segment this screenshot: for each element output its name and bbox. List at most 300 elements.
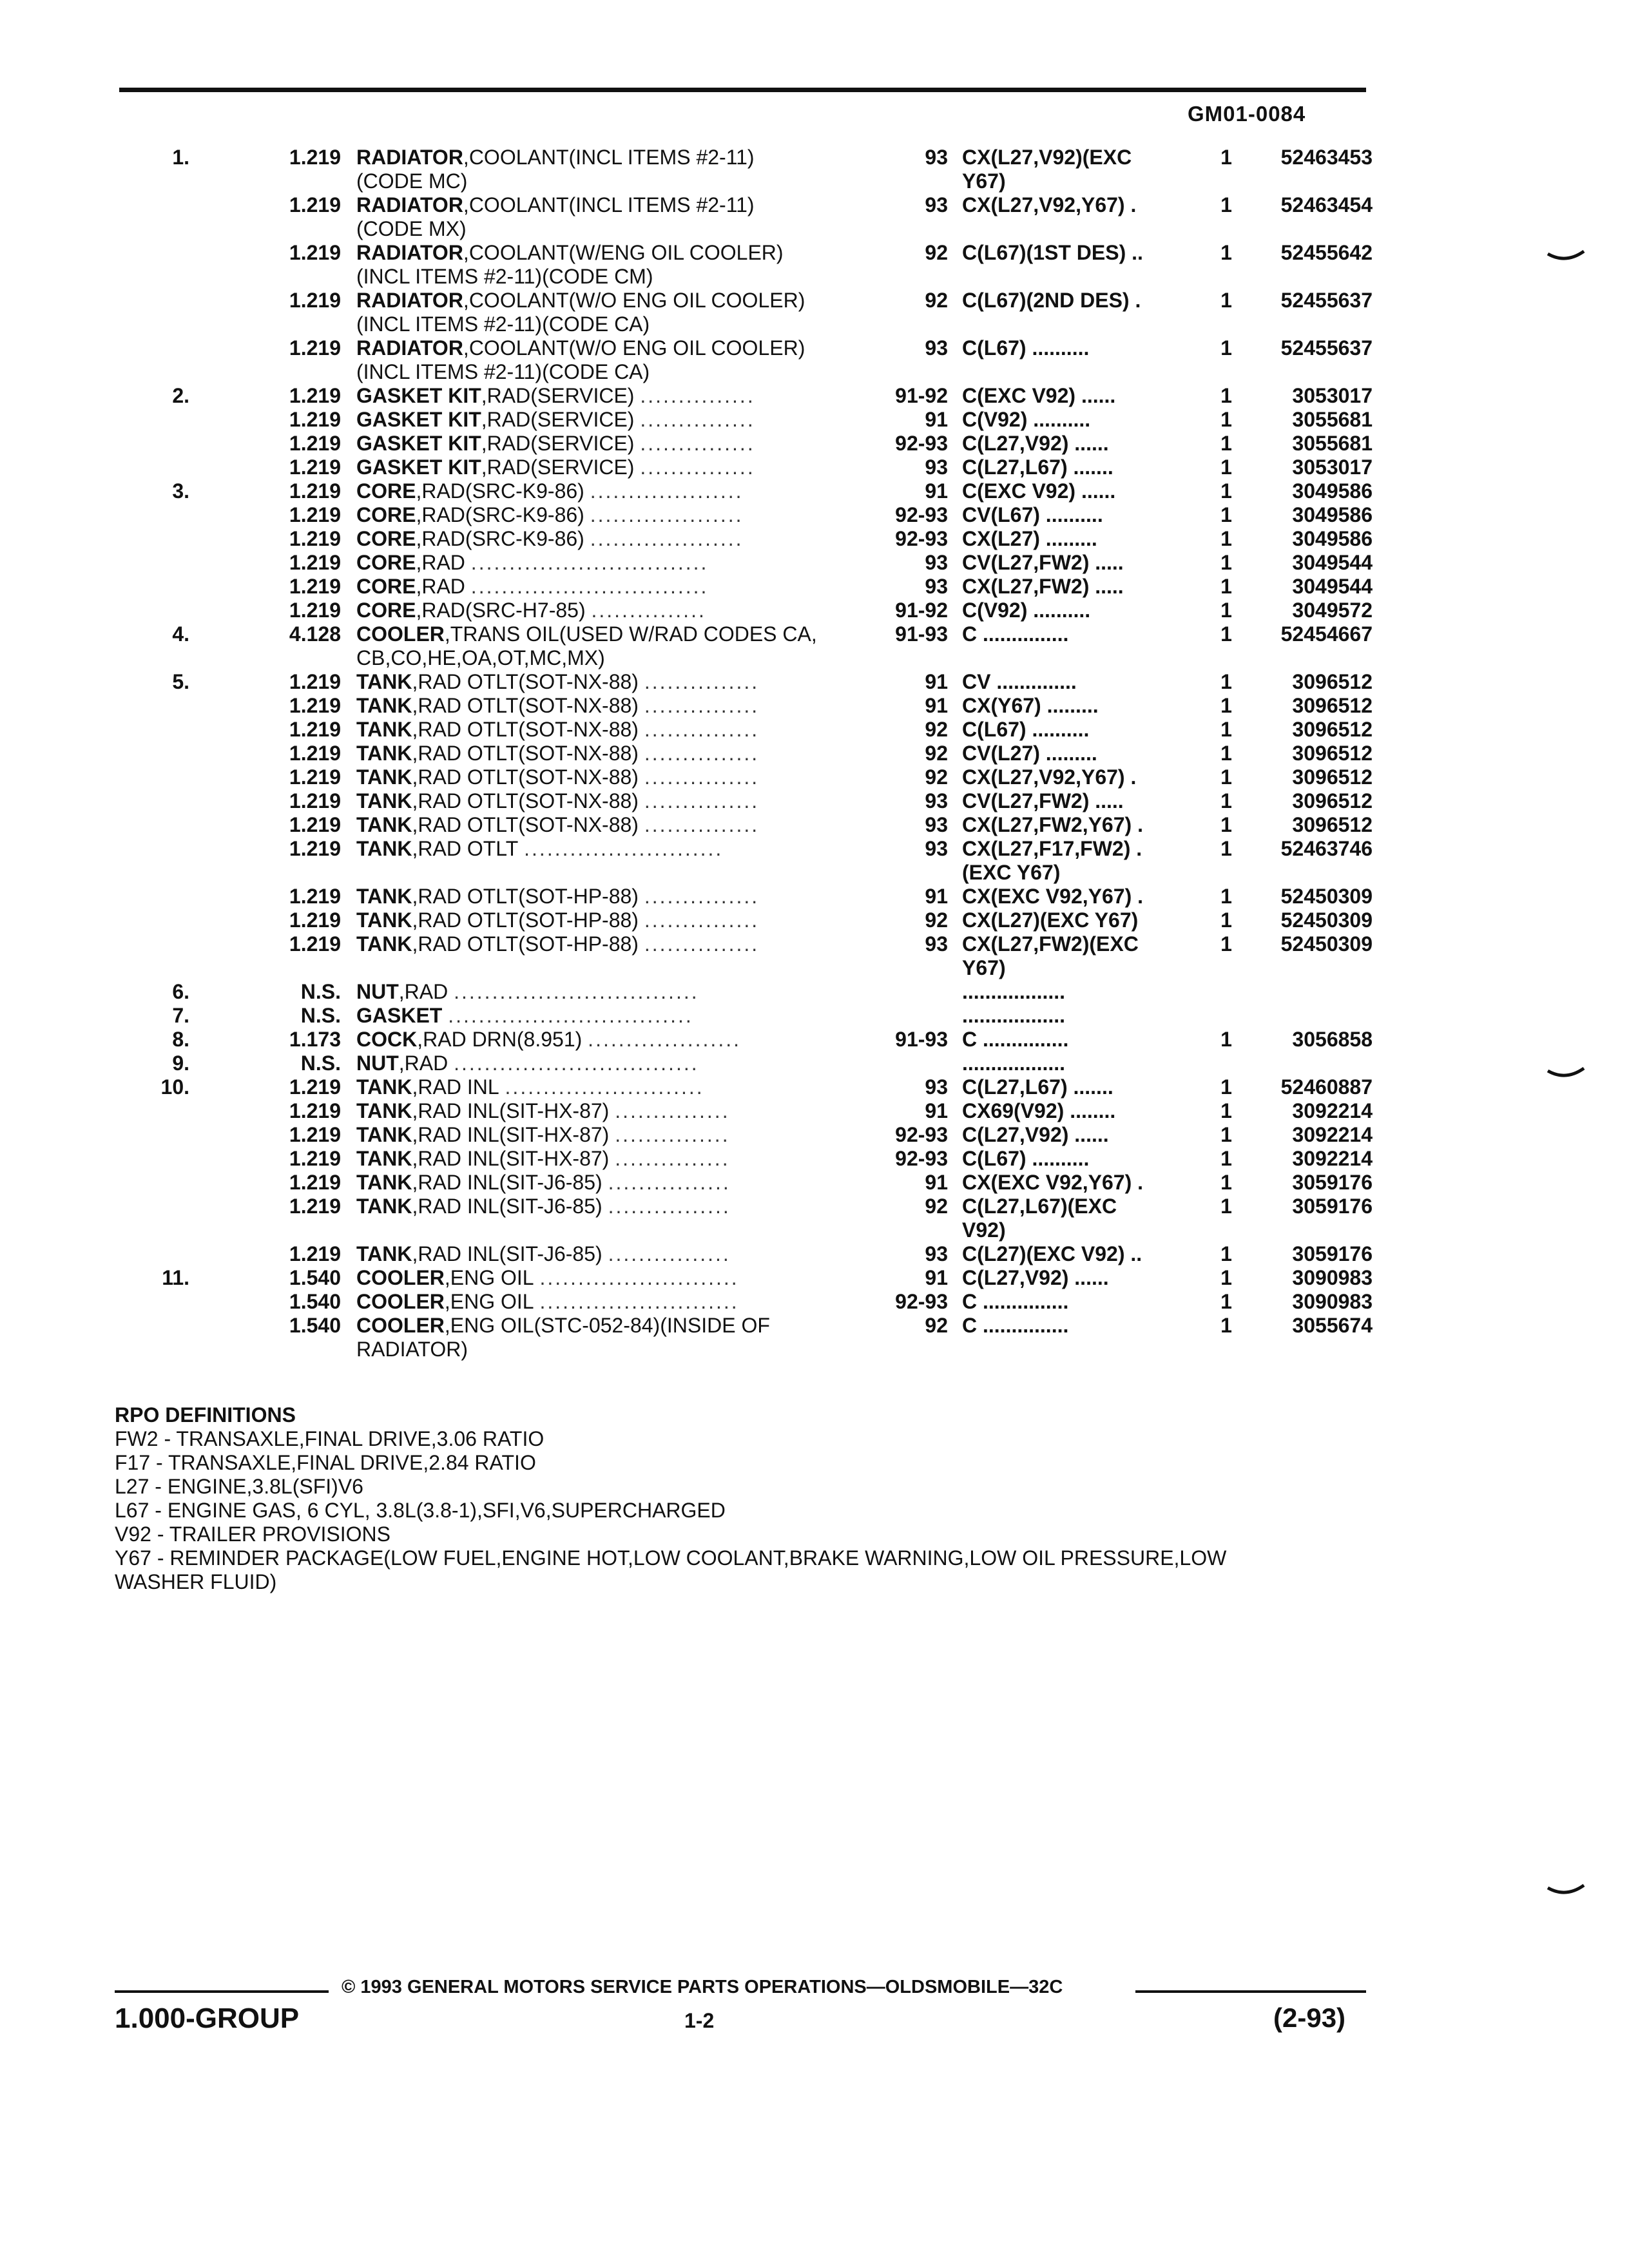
item-number (0, 1147, 205, 1171)
part-spec: ,RAD(SERVICE) (481, 432, 635, 455)
application: .................. (962, 1004, 1066, 1027)
part-spec: ,RAD OTLT(SOT-HP-88) (412, 908, 639, 932)
application: C(EXC V92) ...... (962, 384, 1116, 407)
part-name: TANK (356, 837, 412, 860)
table-row (0, 1266, 1373, 1290)
quantity: 1 (1220, 1242, 1232, 1265)
quantity: 1 (1220, 1266, 1232, 1289)
item-number (0, 527, 205, 551)
part-number (1249, 312, 1373, 336)
quantity: 1 (1220, 479, 1232, 503)
table-row (0, 336, 1373, 360)
leader-dots: ............... (591, 599, 706, 622)
part-description (356, 289, 885, 312)
part-spec: ,RAD OTLT(SOT-HP-88) (412, 932, 639, 956)
quantity: 1 (1220, 718, 1232, 741)
leader-dots: ............................... (470, 551, 709, 574)
leader-dots: .................... (590, 479, 744, 503)
item-number: 11. (162, 1266, 189, 1289)
application: .................. (962, 1052, 1066, 1075)
table-row (0, 694, 1373, 718)
part-description (356, 1052, 885, 1075)
application: Y67) (962, 169, 1006, 193)
table-row (0, 479, 1373, 503)
group-number: 1.219 (289, 384, 341, 407)
document-id: GM01-0084 (1188, 102, 1306, 126)
part-description (356, 599, 885, 622)
model-year (885, 360, 962, 384)
part-name: CORE (356, 551, 416, 574)
model-year: 91 (925, 1266, 948, 1289)
part-description (356, 646, 885, 670)
part-name: TANK (356, 1147, 412, 1170)
part-description (356, 551, 885, 575)
model-year: 93 (925, 1075, 948, 1099)
table-row (0, 575, 1373, 599)
leader-dots: ............... (644, 932, 760, 956)
group-number: 1.219 (289, 551, 341, 574)
part-spec: ,RAD OTLT (412, 837, 519, 860)
application (962, 646, 1204, 670)
leader-dots: ............... (644, 885, 760, 908)
table-row (0, 789, 1373, 813)
part-spec: (CODE MC) (356, 169, 468, 193)
application: C(L67) .......... (962, 718, 1090, 741)
part-description (356, 432, 885, 456)
item-number (0, 1290, 205, 1314)
application: CX(L27)(EXC Y67) (962, 908, 1139, 932)
quantity: 1 (1220, 1028, 1232, 1051)
part-name: COOLER (356, 1314, 445, 1337)
group-number: 1.219 (289, 336, 341, 360)
group-number: 4.128 (289, 622, 341, 646)
table-row (0, 384, 1373, 408)
group-number: 1.219 (289, 479, 341, 503)
table-row (0, 670, 1373, 694)
application (962, 1338, 1204, 1361)
rpo-line: Y67 - REMINDER PACKAGE(LOW FUEL,ENGINE HOT,LOW COOLANT,BRAKE WARNING,LOW OIL PRESSURE,LOW (115, 1546, 1227, 1570)
group-number (205, 646, 356, 670)
table-row (0, 169, 1373, 193)
leader-dots: ................................ (454, 980, 699, 1003)
part-name: TANK (356, 885, 412, 908)
application: C(L67)(1ST DES) .. (962, 241, 1143, 264)
copyright-notice: © 1993 GENERAL MOTORS SERVICE PARTS OPERATIONS—OLDSMOBILE—32C (342, 1977, 1063, 1997)
leader-dots: ................................ (448, 1004, 693, 1027)
part-description (356, 479, 885, 503)
part-name: GASKET KIT (356, 432, 481, 455)
part-description (356, 1314, 885, 1338)
part-description (356, 837, 885, 861)
group-number (205, 169, 356, 193)
model-year: 93 (925, 575, 948, 598)
model-year: 91 (925, 479, 948, 503)
part-spec: ,RAD(SRC-H7-85) (416, 599, 586, 622)
part-spec: ,TRANS OIL(USED W/RAD CODES CA, (444, 622, 817, 646)
part-description (356, 622, 885, 646)
application: CX69(V92) ........ (962, 1099, 1116, 1122)
application: CX(L27,FW2)(EXC (962, 932, 1139, 956)
quantity: 1 (1220, 599, 1232, 622)
part-description (356, 575, 885, 599)
table-row (0, 718, 1373, 742)
item-number (0, 336, 205, 360)
part-spec: ,RAD(SRC-K9-86) (416, 527, 584, 550)
quantity: 1 (1220, 336, 1232, 360)
part-number: 3096512 (1292, 789, 1373, 812)
part-description (356, 813, 885, 837)
model-year: 91-93 (895, 622, 948, 646)
part-description (356, 360, 885, 384)
part-spec: ,RAD (398, 980, 448, 1003)
part-spec: ,COOLANT(INCL ITEMS #2-11) (463, 146, 755, 169)
item-number (0, 694, 205, 718)
application (962, 360, 1204, 384)
leader-dots: ............... (615, 1123, 730, 1146)
model-year: 93 (925, 1242, 948, 1265)
part-number (1249, 980, 1373, 1004)
group-number: 1.219 (289, 575, 341, 598)
table-row (0, 908, 1373, 932)
part-number (1249, 956, 1373, 980)
part-spec: ,RAD INL(SIT-J6-85) (412, 1242, 602, 1265)
binder-hole-mark (1547, 1884, 1585, 1898)
rpo-line: FW2 - TRANSAXLE,FINAL DRIVE,3.06 RATIO (115, 1427, 545, 1450)
part-name: CORE (356, 503, 416, 526)
item-number (0, 456, 205, 479)
item-number: 1. (172, 146, 189, 169)
quantity: 1 (1220, 527, 1232, 550)
part-spec: RADIATOR) (356, 1338, 468, 1361)
quantity: 1 (1220, 384, 1232, 407)
model-year: 92-93 (895, 1123, 948, 1146)
part-spec: ,ENG OIL (444, 1290, 534, 1313)
item-number (0, 813, 205, 837)
group-number (205, 217, 356, 241)
quantity (1204, 169, 1249, 193)
model-year: 92 (925, 1314, 948, 1337)
item-number (0, 837, 205, 861)
part-number: 3096512 (1292, 694, 1373, 717)
group-number: 1.219 (289, 146, 341, 169)
part-description (356, 694, 885, 718)
part-number (1249, 861, 1373, 885)
part-description (356, 861, 885, 885)
binder-hole-mark (1547, 250, 1585, 264)
table-row (0, 837, 1373, 861)
quantity: 1 (1220, 241, 1232, 264)
part-number (1249, 1052, 1373, 1075)
group-number: 1.219 (289, 1171, 341, 1194)
application: C(L67)(2ND DES) . (962, 289, 1141, 312)
quantity: 1 (1220, 1314, 1232, 1337)
group-number: 1.173 (289, 1028, 341, 1051)
part-number: 3049544 (1292, 575, 1373, 598)
part-description (356, 503, 885, 527)
part-spec: ,RAD(SERVICE) (481, 384, 635, 407)
part-spec: ,COOLANT(W/ENG OIL COOLER) (463, 241, 784, 264)
item-number (0, 1338, 205, 1361)
item-number (0, 646, 205, 670)
model-year: 91 (925, 1171, 948, 1194)
part-description (356, 956, 885, 980)
table-row (0, 932, 1373, 956)
application: C(L27,L67)(EXC (962, 1195, 1117, 1218)
group-number: 1.219 (289, 885, 341, 908)
model-year: 91-92 (895, 384, 948, 407)
part-description (356, 169, 885, 193)
footer-rule-left (115, 1990, 329, 1993)
part-name: GASKET KIT (356, 384, 481, 407)
rpo-line: WASHER FLUID) (115, 1570, 277, 1593)
quantity (1204, 1052, 1249, 1075)
part-description (356, 265, 885, 289)
part-number: 52460887 (1280, 1075, 1373, 1099)
part-number: 52450309 (1280, 885, 1373, 908)
part-spec: CB,CO,HE,OA,OT,MC,MX) (356, 646, 605, 669)
group-number (205, 360, 356, 384)
part-description (356, 1123, 885, 1147)
part-number (1249, 217, 1373, 241)
model-year: 92 (925, 241, 948, 264)
quantity (1204, 646, 1249, 670)
table-row (0, 1123, 1373, 1147)
part-name: TANK (356, 1195, 412, 1218)
part-spec: ,RAD OTLT(SOT-NX-88) (412, 813, 639, 836)
application: C(L27,V92) ...... (962, 1123, 1109, 1146)
part-description (356, 336, 885, 360)
part-spec: ,RAD OTLT(SOT-NX-88) (412, 742, 639, 765)
part-spec: ,RAD INL(SIT-HX-87) (412, 1147, 610, 1170)
model-year (885, 1004, 962, 1028)
table-row (0, 1242, 1373, 1266)
quantity: 1 (1220, 146, 1232, 169)
quantity (1204, 312, 1249, 336)
item-number (0, 1242, 205, 1266)
leader-dots: ............... (640, 384, 755, 407)
quantity (1204, 1004, 1249, 1028)
model-year: 92-93 (895, 1147, 948, 1170)
quantity: 1 (1220, 813, 1232, 836)
part-number: 3055681 (1292, 408, 1373, 431)
model-year: 92 (925, 718, 948, 741)
model-year: 92 (925, 1195, 948, 1218)
part-number: 3092214 (1292, 1123, 1373, 1146)
leader-dots: ............... (644, 765, 760, 789)
part-number: 52454667 (1280, 622, 1373, 646)
part-number: 3096512 (1292, 670, 1373, 693)
model-year: 93 (925, 146, 948, 169)
item-number (0, 861, 205, 885)
model-year: 92-93 (895, 432, 948, 455)
part-name: COCK (356, 1028, 418, 1051)
item-number (0, 599, 205, 622)
rpo-line: L67 - ENGINE GAS, 6 CYL, 3.8L(3.8-1),SFI,V6,SUPERCHARGED (115, 1499, 726, 1522)
application: C ............... (962, 1028, 1069, 1051)
quantity: 1 (1220, 1290, 1232, 1313)
model-year: 92-93 (895, 527, 948, 550)
leader-dots: ............... (640, 432, 755, 455)
model-year: 92 (925, 289, 948, 312)
leader-dots: ................ (608, 1195, 731, 1218)
application: CV(L27,FW2) ..... (962, 789, 1124, 812)
rpo-definitions (115, 1403, 1403, 1594)
group-number: 1.540 (289, 1314, 341, 1337)
model-year: 93 (925, 456, 948, 479)
item-number (0, 217, 205, 241)
application: V92) (962, 1218, 1006, 1242)
group-number: 1.219 (289, 1123, 341, 1146)
group-number (205, 956, 356, 980)
table-row (0, 527, 1373, 551)
group-number: 1.219 (289, 1195, 341, 1218)
item-number (0, 789, 205, 813)
model-year: 92-93 (895, 1290, 948, 1313)
part-number: 3049586 (1292, 503, 1373, 526)
part-name: COOLER (356, 1266, 445, 1289)
quantity: 1 (1220, 789, 1232, 812)
item-number (0, 1171, 205, 1195)
quantity: 1 (1220, 289, 1232, 312)
part-name: CORE (356, 479, 416, 503)
part-spec: ,RAD(SRC-K9-86) (416, 503, 584, 526)
part-description (356, 1099, 885, 1123)
item-number: 10. (160, 1075, 189, 1099)
part-spec: ,RAD (416, 575, 465, 598)
application: CX(L27,F17,FW2) . (962, 837, 1142, 860)
table-row (0, 1004, 1373, 1028)
part-name: TANK (356, 1171, 412, 1194)
application: CX(L27,FW2,Y67) . (962, 813, 1143, 836)
application: CV(L27) ......... (962, 742, 1097, 765)
leader-dots: ............... (640, 456, 755, 479)
item-number (0, 765, 205, 789)
part-name: TANK (356, 789, 412, 812)
part-spec: (INCL ITEMS #2-11)(CODE CA) (356, 312, 650, 336)
quantity: 1 (1220, 551, 1232, 574)
quantity: 1 (1220, 1075, 1232, 1099)
table-row (0, 503, 1373, 527)
part-spec: ,ENG OIL(STC-052-84)(INSIDE OF (444, 1314, 770, 1337)
item-number: 2. (172, 384, 189, 407)
model-year (885, 217, 962, 241)
group-number: 1.540 (289, 1266, 341, 1289)
part-number (1249, 360, 1373, 384)
item-number: 9. (172, 1052, 189, 1075)
table-row (0, 1099, 1373, 1123)
table-row (0, 861, 1373, 885)
table-row (0, 551, 1373, 575)
application: CV(L27,FW2) ..... (962, 551, 1124, 574)
model-year (885, 265, 962, 289)
model-year: 92 (925, 908, 948, 932)
item-number (0, 169, 205, 193)
application (962, 217, 1204, 241)
item-number (0, 718, 205, 742)
table-row (0, 312, 1373, 336)
application: C(L27,V92) ...... (962, 1266, 1109, 1289)
part-number (1249, 1004, 1373, 1028)
part-description (356, 1290, 885, 1314)
group-number: 1.219 (289, 456, 341, 479)
leader-dots: ............................... (470, 575, 709, 598)
part-spec: ,RAD(SRC-K9-86) (416, 479, 584, 503)
item-number: 8. (172, 1028, 189, 1051)
application: (EXC Y67) (962, 861, 1061, 884)
quantity: 1 (1220, 694, 1232, 717)
application: CX(L27,V92,Y67) . (962, 193, 1137, 216)
part-number: 3049572 (1292, 599, 1373, 622)
table-row (0, 1290, 1373, 1314)
application: C(V92) .......... (962, 599, 1091, 622)
group-number (205, 312, 356, 336)
part-spec: ,RAD OTLT(SOT-HP-88) (412, 885, 639, 908)
table-row (0, 1147, 1373, 1171)
application (962, 312, 1204, 336)
part-number: 3055674 (1292, 1314, 1373, 1337)
part-number: 3059176 (1292, 1242, 1373, 1265)
part-description (356, 1242, 885, 1266)
part-number: 3059176 (1292, 1171, 1373, 1194)
rpo-line: V92 - TRAILER PROVISIONS (115, 1523, 390, 1546)
quantity: 1 (1220, 908, 1232, 932)
application: Y67) (962, 956, 1006, 979)
application: CX(EXC V92,Y67) . (962, 885, 1143, 908)
part-name: CORE (356, 599, 416, 622)
application: C ............... (962, 1290, 1069, 1313)
part-number (1249, 1338, 1373, 1361)
model-year (885, 646, 962, 670)
model-year: 93 (925, 193, 948, 216)
part-description (356, 384, 885, 408)
group-number: 1.219 (289, 503, 341, 526)
quantity (1204, 217, 1249, 241)
quantity: 1 (1220, 1195, 1232, 1218)
application: CV .............. (962, 670, 1077, 693)
part-number: 52463453 (1280, 146, 1373, 169)
group-number: 1.219 (289, 765, 341, 789)
part-spec: ,COOLANT(W/O ENG OIL COOLER) (463, 336, 805, 360)
part-description (356, 980, 885, 1004)
quantity (1204, 1338, 1249, 1361)
table-row (0, 956, 1373, 980)
part-number: 3092214 (1292, 1147, 1373, 1170)
part-number: 3053017 (1292, 384, 1373, 407)
leader-dots: ................ (608, 1171, 731, 1194)
quantity (1204, 980, 1249, 1004)
quantity: 1 (1220, 885, 1232, 908)
model-year (885, 1052, 962, 1075)
model-year: 93 (925, 336, 948, 360)
leader-dots: .......................... (524, 837, 724, 860)
item-number (0, 551, 205, 575)
model-year: 92 (925, 742, 948, 765)
group-number: 1.219 (289, 1242, 341, 1265)
quantity: 1 (1220, 1123, 1232, 1146)
model-year (885, 169, 962, 193)
group-number: N.S. (300, 980, 341, 1003)
part-spec: ,RAD (416, 551, 465, 574)
part-spec: (INCL ITEMS #2-11)(CODE CA) (356, 360, 650, 383)
group-number: 1.219 (289, 1099, 341, 1122)
application: C(L27,L67) ....... (962, 456, 1113, 479)
model-year: 92 (925, 765, 948, 789)
part-number: 52463746 (1280, 837, 1373, 860)
part-spec: ,RAD(SERVICE) (481, 408, 635, 431)
group-number: 1.219 (289, 1147, 341, 1170)
part-spec: ,RAD INL (412, 1075, 499, 1099)
application: C(V92) .......... (962, 408, 1091, 431)
